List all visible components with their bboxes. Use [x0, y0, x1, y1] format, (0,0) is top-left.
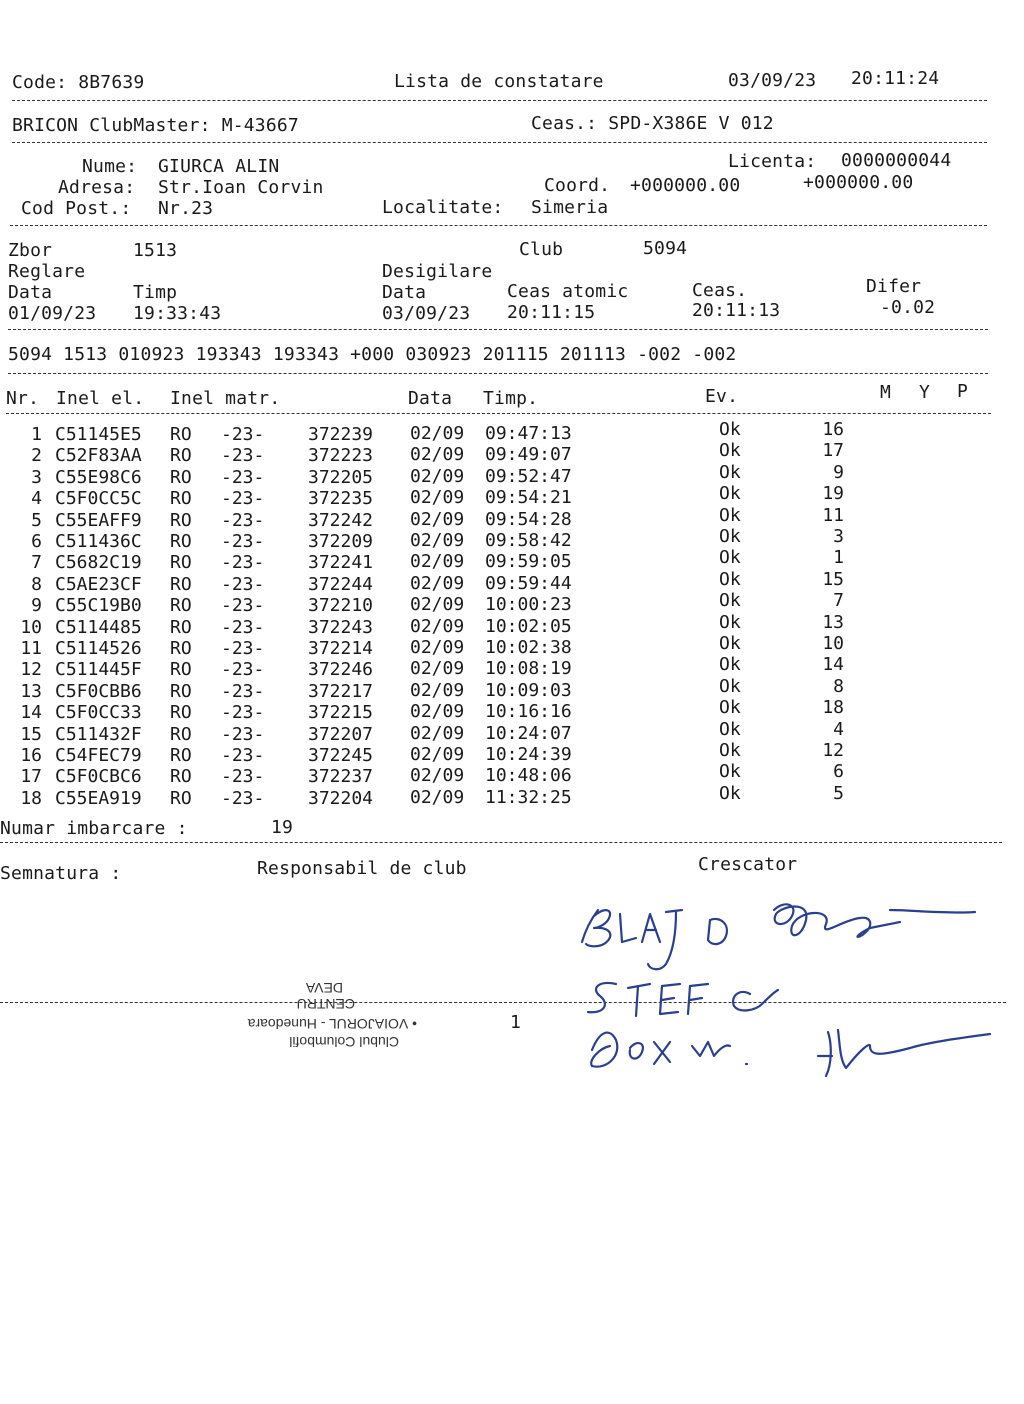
row-position: 3	[833, 526, 844, 547]
code-line: 5094 1513 010923 193343 193343 +000 030923 201115 201113 -002 -002	[8, 344, 737, 365]
row-year: -23-	[221, 509, 265, 531]
row-position: 19	[822, 483, 844, 505]
divider	[0, 842, 1002, 843]
row-nr: 15	[20, 723, 42, 745]
col-inel-matr: Inel matr.	[170, 388, 281, 409]
table-row	[0, 761, 1024, 788]
row-country: RO	[170, 638, 192, 659]
divider	[12, 142, 987, 143]
reglare-label: Reglare	[8, 261, 86, 282]
zbor-label: Zbor	[8, 240, 53, 261]
row-date: 02/09	[410, 465, 465, 487]
ceas-atomic-label: Ceas atomic	[507, 281, 629, 302]
table-row	[0, 633, 1024, 659]
row-date: 02/09	[410, 508, 465, 530]
row-chip-id: C5F0CBB6	[55, 680, 142, 702]
row-position: 11	[822, 504, 844, 526]
col-inel-el: Inel el.	[56, 388, 145, 409]
desigilare-data-label: Data	[382, 282, 427, 303]
row-event: Ok	[719, 675, 741, 697]
row-ring-number: 372205	[308, 466, 374, 488]
row-ring-number: 372245	[308, 745, 374, 766]
col-p: P	[957, 381, 969, 402]
difer-value: -0.02	[880, 297, 936, 318]
address-label: Adresa:	[58, 177, 136, 198]
row-chip-id: C5F0CC33	[55, 702, 142, 724]
row-date: 02/09	[410, 765, 465, 787]
row-chip-id: C5682C19	[55, 552, 142, 574]
row-event: Ok	[719, 526, 741, 547]
table-row	[0, 590, 1024, 617]
embark-label: Numar imbarcare :	[0, 818, 188, 839]
club-stamp	[205, 968, 435, 1058]
stamp-line: • VOIAJORUL - Hunedoara	[247, 1016, 417, 1032]
owner-name: GIURCA ALIN	[158, 156, 280, 177]
row-year: -23-	[221, 552, 265, 574]
document-date: 03/09/23	[728, 70, 817, 91]
table-row	[0, 461, 1024, 488]
row-time: 09:54:28	[485, 508, 572, 530]
row-year: -23-	[221, 616, 265, 638]
row-year: -23-	[221, 638, 265, 659]
row-date: 02/09	[410, 637, 465, 658]
row-date: 02/09	[410, 722, 465, 744]
row-chip-id: C511445F	[55, 659, 142, 681]
row-time: 09:59:44	[485, 572, 572, 594]
ceas-label: Ceas.	[692, 280, 748, 301]
row-event: Ok	[719, 461, 741, 483]
row-time: 10:16:16	[485, 701, 572, 723]
stamp-line: CENTRU	[296, 996, 355, 1012]
row-time: 10:48:06	[485, 765, 572, 787]
row-nr: 8	[31, 573, 42, 595]
row-position: 6	[833, 761, 844, 783]
row-year: -23-	[221, 787, 265, 809]
row-time: 09:58:42	[485, 530, 572, 551]
owner-postal: Nr.23	[158, 198, 214, 219]
handwritten-signatures	[570, 880, 1000, 1090]
table-row	[0, 483, 1024, 510]
row-ring-number: 372207	[308, 723, 374, 745]
row-time: 10:09:03	[485, 679, 572, 701]
row-date: 02/09	[410, 487, 465, 509]
row-year: -23-	[221, 445, 265, 467]
row-year: -23-	[221, 659, 265, 681]
row-nr: 18	[20, 787, 42, 809]
document-code: Code: 8B7639	[12, 72, 145, 93]
row-chip-id: C52F83AA	[55, 445, 142, 467]
row-chip-id: C55E98C6	[55, 466, 142, 488]
row-ring-number: 372246	[308, 659, 374, 681]
table-row	[0, 697, 1024, 724]
row-date: 02/09	[410, 423, 465, 444]
row-event: Ok	[719, 761, 741, 783]
row-ring-number: 372241	[308, 552, 374, 574]
divider	[12, 100, 987, 101]
row-country: RO	[170, 552, 192, 574]
row-event: Ok	[719, 568, 741, 590]
club-label: Club	[519, 239, 564, 260]
row-date: 02/09	[410, 551, 465, 573]
row-ring-number: 372237	[308, 766, 374, 788]
row-time: 10:02:05	[485, 615, 572, 637]
coord-label: Coord.	[544, 175, 611, 196]
divider	[10, 225, 987, 226]
row-date: 02/09	[410, 572, 465, 594]
row-country: RO	[170, 424, 192, 445]
row-position: 17	[822, 440, 844, 462]
table-row	[0, 526, 1024, 552]
stamp-line: DEVA	[305, 980, 343, 996]
row-date: 02/09	[410, 679, 465, 701]
row-nr: 9	[31, 595, 42, 617]
row-chip-id: C55C19B0	[55, 595, 142, 617]
atomic-time: 20:11:15	[507, 302, 596, 323]
row-ring-number: 372242	[308, 509, 374, 531]
name-label: Nume:	[82, 156, 138, 177]
row-nr: 14	[20, 702, 42, 724]
row-position: 14	[822, 654, 844, 676]
row-event: Ok	[719, 697, 741, 719]
page-number: 1	[510, 1012, 522, 1033]
coord-y: +000000.00	[803, 172, 914, 193]
row-time: 09:49:07	[485, 444, 572, 466]
row-ring-number: 372215	[308, 702, 374, 724]
row-date: 02/09	[410, 701, 465, 723]
row-position: 12	[822, 740, 844, 761]
row-position: 13	[822, 611, 844, 633]
row-position: 10	[822, 633, 844, 654]
row-nr: 6	[31, 531, 42, 552]
row-chip-id: C5F0CBC6	[55, 766, 142, 788]
col-m: M	[880, 382, 892, 403]
row-event: Ok	[719, 740, 741, 761]
col-timp: Timp.	[483, 388, 539, 409]
table-row	[0, 740, 1024, 766]
row-country: RO	[170, 509, 192, 531]
row-country: RO	[170, 766, 192, 788]
reglare-time: 19:33:43	[133, 303, 222, 324]
row-nr: 5	[31, 509, 42, 531]
stamp-line: Clubul Columbofil	[289, 1034, 399, 1050]
row-ring-number: 372243	[308, 616, 374, 638]
row-country: RO	[170, 466, 192, 488]
row-nr: 4	[31, 488, 42, 510]
row-nr: 1	[31, 424, 42, 445]
row-chip-id: C5F0CC5C	[55, 488, 142, 510]
row-date: 02/09	[410, 615, 465, 637]
row-position: 16	[822, 419, 844, 440]
row-date: 02/09	[410, 444, 465, 466]
row-event: Ok	[719, 633, 741, 654]
table-row	[0, 504, 1024, 531]
row-year: -23-	[221, 531, 265, 552]
row-chip-id: C54FEC79	[55, 745, 142, 766]
row-nr: 12	[20, 659, 42, 681]
row-position: 5	[833, 782, 844, 804]
table-row	[0, 718, 1024, 745]
row-nr: 7	[31, 552, 42, 574]
row-ring-number: 372209	[308, 531, 374, 552]
divider	[8, 373, 988, 374]
breeder-label: Crescator	[698, 854, 798, 875]
table-row	[0, 440, 1024, 467]
row-event: Ok	[719, 419, 741, 440]
desigilare-label: Desigilare	[382, 261, 493, 282]
row-country: RO	[170, 595, 192, 617]
row-time: 10:02:38	[485, 637, 572, 658]
row-year: -23-	[221, 466, 265, 488]
row-nr: 13	[20, 680, 42, 702]
row-country: RO	[170, 616, 192, 638]
postal-label: Cod Post.:	[21, 198, 132, 219]
row-ring-number: 372217	[308, 680, 374, 702]
table-row	[0, 568, 1024, 595]
row-year: -23-	[221, 595, 265, 617]
owner-address: Str.Ioan Corvin	[158, 177, 324, 198]
row-chip-id: C51145E5	[55, 424, 142, 445]
row-nr: 10	[20, 616, 42, 638]
row-year: -23-	[221, 745, 265, 766]
row-position: 9	[833, 461, 844, 483]
divider	[8, 329, 988, 330]
document-title: Lista de constatare	[394, 71, 604, 92]
row-chip-id: C5114485	[55, 616, 142, 638]
row-ring-number: 372244	[308, 573, 374, 595]
desigilare-date: 03/09/23	[382, 303, 471, 324]
col-nr: Nr.	[6, 388, 40, 409]
row-ring-number: 372210	[308, 595, 374, 617]
row-position: 15	[822, 568, 844, 590]
row-year: -23-	[221, 702, 265, 724]
table-row	[0, 547, 1024, 574]
clock-model: Ceas.: SPD-X386E V 012	[531, 113, 774, 134]
row-country: RO	[170, 531, 192, 552]
col-y: Y	[919, 382, 931, 403]
row-time: 09:54:21	[485, 487, 572, 509]
row-ring-number: 372239	[308, 424, 374, 445]
row-event: Ok	[719, 654, 741, 676]
licence-number: 0000000044	[841, 150, 952, 171]
table-row	[0, 419, 1024, 445]
document-time: 20:11:24	[851, 68, 940, 89]
row-position: 4	[833, 718, 844, 740]
row-country: RO	[170, 745, 192, 766]
embark-count: 19	[271, 817, 294, 838]
row-year: -23-	[221, 680, 265, 702]
row-event: Ok	[719, 611, 741, 633]
row-time: 11:32:25	[485, 786, 572, 808]
row-date: 02/09	[410, 744, 465, 765]
row-time: 10:08:19	[485, 658, 572, 680]
row-chip-id: C55EAFF9	[55, 509, 142, 531]
difer-label: Difer	[866, 276, 922, 297]
col-data: Data	[408, 388, 453, 409]
row-chip-id: C5AE23CF	[55, 573, 142, 595]
row-nr: 16	[20, 745, 42, 766]
system-id: BRICON ClubMaster: M-43667	[12, 115, 299, 136]
table-row	[0, 611, 1024, 638]
row-year: -23-	[221, 424, 265, 445]
locality-label: Localitate:	[382, 197, 504, 218]
row-country: RO	[170, 573, 192, 595]
row-country: RO	[170, 659, 192, 681]
row-event: Ok	[719, 483, 741, 505]
row-nr: 11	[20, 638, 42, 659]
row-position: 1	[833, 547, 844, 569]
row-time: 10:24:07	[485, 722, 572, 744]
row-country: RO	[170, 702, 192, 724]
row-time: 09:59:05	[485, 551, 572, 573]
row-ring-number: 372204	[308, 787, 374, 809]
row-event: Ok	[719, 547, 741, 569]
row-year: -23-	[221, 488, 265, 510]
row-event: Ok	[719, 782, 741, 804]
row-time: 09:47:13	[485, 423, 572, 444]
row-chip-id: C55EA919	[55, 787, 142, 809]
club-responsible-label: Responsabil de club	[257, 858, 467, 879]
row-nr: 17	[20, 766, 42, 788]
reglare-date: 01/09/23	[8, 303, 97, 324]
row-date: 02/09	[410, 530, 465, 551]
club-value: 5094	[643, 238, 688, 259]
coord-x: +000000.00	[630, 175, 741, 196]
row-country: RO	[170, 445, 192, 467]
row-chip-id: C511432F	[55, 723, 142, 745]
row-chip-id: C511436C	[55, 531, 142, 552]
owner-locality: Simeria	[531, 197, 609, 218]
row-year: -23-	[221, 723, 265, 745]
signature-label: Semnatura :	[0, 863, 122, 884]
row-time: 10:24:39	[485, 744, 572, 765]
row-chip-id: C5114526	[55, 638, 142, 659]
reglare-data-label: Data	[8, 282, 53, 303]
row-event: Ok	[719, 504, 741, 526]
row-position: 18	[822, 697, 844, 719]
row-ring-number: 372214	[308, 638, 374, 659]
row-event: Ok	[719, 718, 741, 740]
zbor-value: 1513	[133, 240, 178, 261]
table-row	[0, 782, 1024, 809]
row-position: 7	[833, 590, 844, 612]
row-date: 02/09	[410, 658, 465, 680]
row-ring-number: 372223	[308, 445, 374, 467]
row-time: 09:52:47	[485, 465, 572, 487]
row-time: 10:00:23	[485, 594, 572, 616]
row-year: -23-	[221, 573, 265, 595]
row-year: -23-	[221, 766, 265, 788]
licence-label: Licenta:	[728, 151, 817, 172]
row-date: 02/09	[410, 786, 465, 808]
row-country: RO	[170, 680, 192, 702]
table-row	[0, 675, 1024, 702]
row-event: Ok	[719, 440, 741, 462]
clock-time: 20:11:13	[692, 300, 781, 321]
row-position: 8	[833, 675, 844, 697]
col-ev: Ev.	[705, 386, 739, 407]
row-country: RO	[170, 723, 192, 745]
row-country: RO	[170, 787, 192, 809]
row-date: 02/09	[410, 594, 465, 616]
row-nr: 3	[31, 466, 42, 488]
row-event: Ok	[719, 590, 741, 612]
divider	[6, 413, 991, 414]
reglare-timp-label: Timp	[133, 282, 178, 303]
row-country: RO	[170, 488, 192, 510]
table-row	[0, 654, 1024, 681]
row-nr: 2	[31, 445, 42, 467]
row-ring-number: 372235	[308, 488, 374, 510]
